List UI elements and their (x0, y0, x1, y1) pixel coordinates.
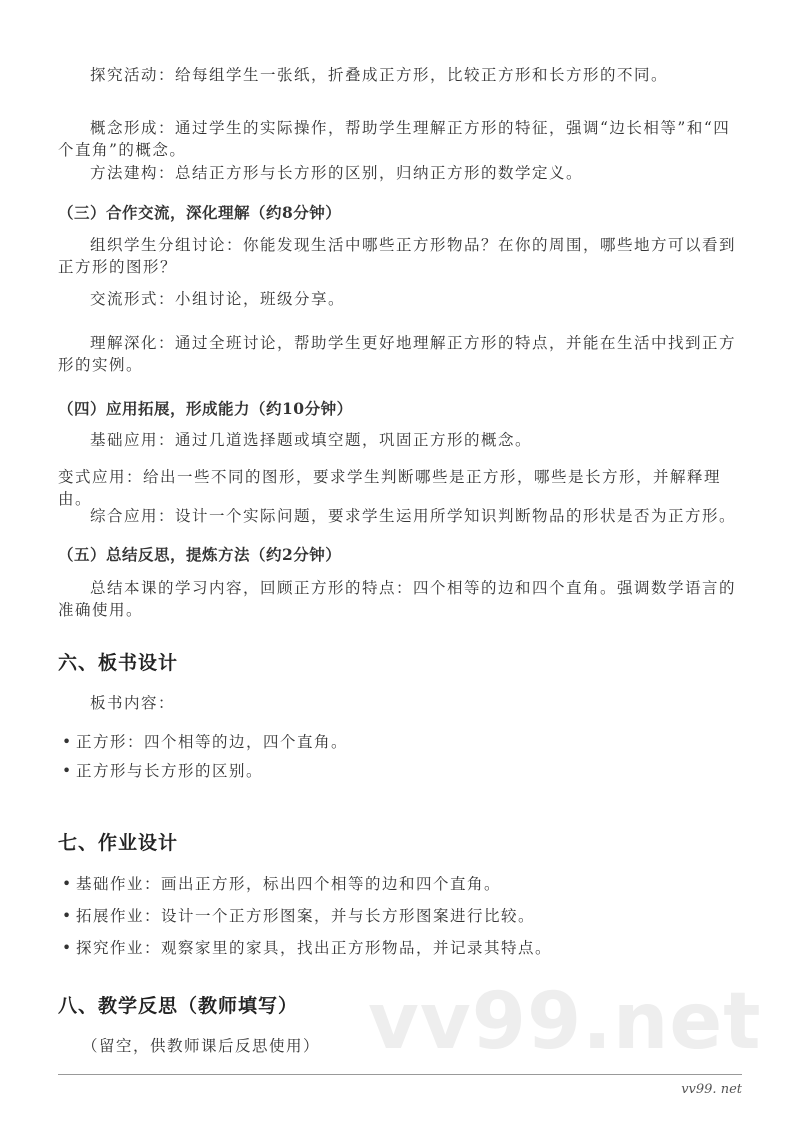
paragraph-summary: 总结本课的学习内容，回顾正方形的特点：四个相等的边和四个直角。强调数学语言的准确使用。 (58, 579, 737, 619)
reflection-heading: 八、教学反思（教师填写） (58, 995, 299, 1017)
board-intro: 板书内容： (90, 694, 176, 712)
list-item: • 探究作业：观察家里的家具，找出正方形物品，并记录其特点。 (76, 937, 552, 959)
paragraph-comprehensive: 综合应用：设计一个实际问题，要求学生运用所学知识判断物品的形状是否为正方形。 (90, 507, 737, 525)
paragraph-form: 交流形式：小组讨论，班级分享。 (90, 290, 346, 308)
paragraph-basic: 基础应用：通过几道选择题或填空题，巩固正方形的概念。 (90, 431, 533, 449)
section-3-heading: （三）合作交流，深化理解（约8分钟） (58, 203, 342, 222)
list-item: • 拓展作业：设计一个正方形图案，并与长方形图案进行比较。 (76, 905, 535, 927)
paragraph-deepen: 理解深化：通过全班讨论，帮助学生更好地理解正方形的特点，并能在生活中找到正方形的实例。 (58, 334, 737, 374)
watermark: vv99.net (368, 977, 762, 1067)
section-4-heading: （四）应用拓展，形成能力（约10分钟） (58, 399, 353, 418)
paragraph-variant: 变式应用：给出一些不同的图形，要求学生判断哪些是正方形，哪些是长方形，并解释理由。 (58, 468, 722, 508)
paragraph-explore: 探究活动：给每组学生一张纸，折叠成正方形，比较正方形和长方形的不同。 (90, 66, 669, 84)
paragraph-method: 方法建构：总结正方形与长方形的区别，归纳正方形的数学定义。 (90, 164, 584, 182)
reflection-note: （留空，供教师课后反思使用） (82, 1037, 321, 1055)
footer-divider (58, 1074, 742, 1075)
list-item: • 正方形与长方形的区别。 (76, 760, 263, 782)
paragraph-concept: 概念形成：通过学生的实际操作，帮助学生理解正方形的特征，强调“边长相等”和“四个直角”的概念。 (58, 119, 731, 159)
board-design-heading: 六、板书设计 (58, 652, 179, 674)
paragraph-discuss: 组织学生分组讨论：你能发现生活中哪些正方形物品？在你的周围，哪些地方可以看到正方形的图形？ (58, 236, 737, 276)
list-item: • 基础作业：画出正方形，标出四个相等的边和四个直角。 (76, 873, 501, 895)
list-item: • 正方形：四个相等的边，四个直角。 (76, 731, 348, 753)
footer-site: vv99. net (681, 1082, 742, 1097)
section-5-heading: （五）总结反思，提炼方法（约2分钟） (58, 545, 342, 564)
homework-heading: 七、作业设计 (58, 832, 179, 854)
